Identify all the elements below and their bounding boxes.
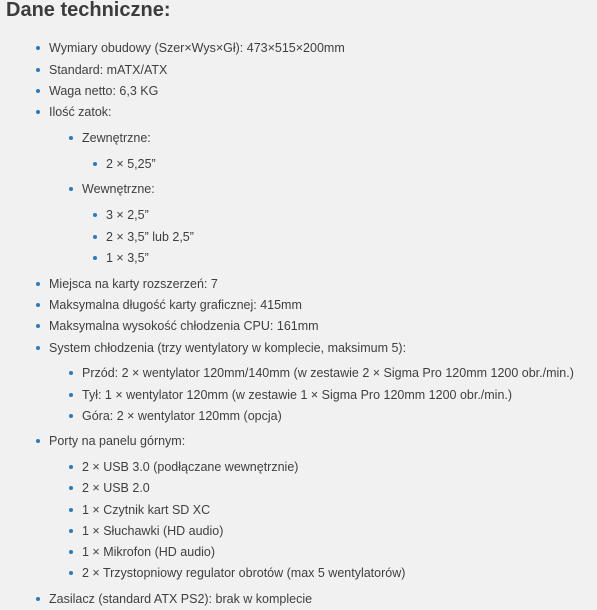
spec-text: Zewnętrzne:	[82, 131, 151, 145]
spec-text: Waga netto: 6,3 KG	[49, 84, 159, 98]
bullet-icon	[93, 162, 97, 166]
bullet-icon	[36, 68, 40, 72]
bullet-icon	[93, 213, 97, 217]
bullet-icon	[69, 486, 73, 490]
bullet-icon	[36, 597, 40, 601]
spec-text: Standard: mATX/ATX	[49, 63, 168, 77]
spec-text: Ilość zatok:	[49, 105, 112, 119]
spec-text: 2 × 3,5” lub 2,5”	[106, 230, 194, 244]
spec-text: Miejsca na karty rozszerzeń: 7	[49, 277, 218, 291]
spec-text: 2 × Trzystopniowy regulator obrotów (max 5 wentylatorów)	[82, 566, 406, 580]
bullet-icon	[69, 414, 73, 418]
bullet-icon	[93, 256, 97, 260]
spec-text: 1 × 3,5”	[106, 251, 149, 265]
spec-text: 1 × Mikrofon (HD audio)	[82, 545, 216, 559]
bullet-icon	[36, 324, 40, 328]
spec-text: 2 × 5,25”	[106, 157, 156, 171]
bullet-icon	[69, 571, 73, 575]
bullet-icon	[36, 439, 40, 443]
spec-text: Porty na panelu górnym:	[49, 434, 186, 448]
bullet-icon	[69, 371, 73, 375]
spec-text: 1 × Czytnik kart SD XC	[82, 503, 211, 517]
bullet-icon	[69, 187, 73, 191]
bullet-icon	[69, 529, 73, 533]
bullet-icon	[36, 46, 40, 50]
spec-text: Góra: 2 × wentylator 120mm (opcja)	[82, 409, 282, 423]
spec-text: Maksymalna długość karty graficznej: 415mm	[49, 298, 302, 312]
spec-text: 3 × 2,5”	[106, 208, 149, 222]
spec-text: 1 × Słuchawki (HD audio)	[82, 524, 224, 538]
bullet-icon	[36, 110, 40, 114]
spec-text: Maksymalna wysokość chłodzenia CPU: 161mm	[49, 319, 319, 333]
spec-text: System chłodzenia (trzy wentylatory w komplecie, maksimum 5):	[49, 341, 407, 355]
page-title: Dane techniczne:	[6, 0, 171, 21]
spec-text: Zasilacz (standard ATX PS2): brak w komplecie	[49, 592, 313, 606]
bullet-icon	[69, 136, 73, 140]
spec-text: Wymiary obudowy (Szer×Wys×Gł): 473×515×200mm	[49, 41, 345, 55]
spec-text: Przód: 2 × wentylator 120mm/140mm (w zestawie 2 × Sigma Pro 120mm 1200 obr./min.)	[82, 366, 574, 380]
bullet-icon	[69, 393, 73, 397]
bullet-icon	[36, 89, 40, 93]
bullet-icon	[93, 235, 97, 239]
spec-text: 2 × USB 3.0 (podłączane wewnętrznie)	[82, 460, 299, 474]
spec-text: Wewnętrzne:	[82, 182, 155, 196]
bullet-icon	[36, 346, 40, 350]
spec-text: Tył: 1 × wentylator 120mm (w zestawie 1 × Sigma Pro 120mm 1200 obr./min.)	[82, 388, 513, 402]
bullet-icon	[69, 508, 73, 512]
bullet-icon	[69, 550, 73, 554]
spec-text: 2 × USB 2.0	[82, 481, 150, 495]
bullet-icon	[36, 282, 40, 286]
bullet-icon	[69, 465, 73, 469]
bullet-icon	[36, 303, 40, 307]
